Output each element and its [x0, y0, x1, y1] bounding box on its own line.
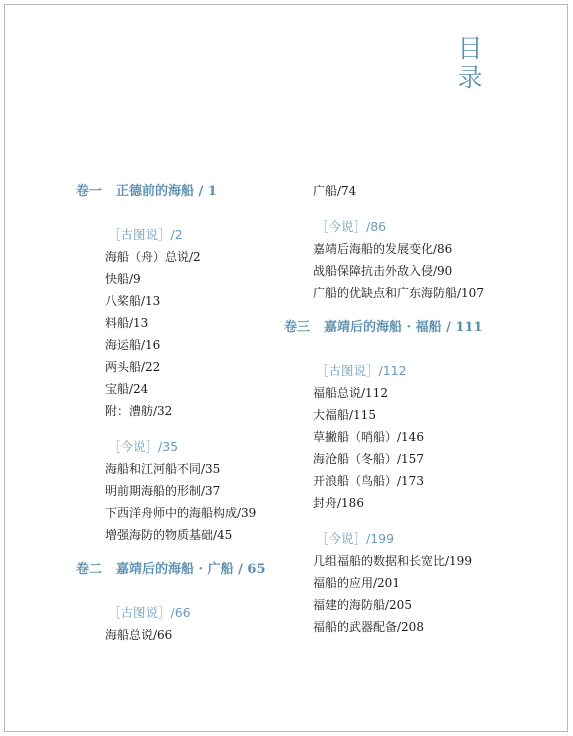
section-label[interactable]: ［古图说］/112 — [316, 363, 407, 378]
toc-entry[interactable]: 战船保障抗击外敌入侵/90 — [313, 264, 453, 278]
toc-entry[interactable]: 福船总说/112 — [313, 386, 388, 400]
volume-title: 嘉靖后的海船 · 广船 / 65 — [116, 562, 266, 577]
toc-title-char-2: 录 — [457, 63, 483, 92]
section-entries — [284, 550, 524, 638]
toc-entry[interactable]: 大福船/115 — [313, 408, 376, 422]
toc-entry[interactable]: 封舟/186 — [313, 496, 364, 510]
toc-title — [456, 34, 484, 92]
section-entries — [76, 246, 276, 422]
toc-entry[interactable]: 海沧船（冬船）/157 — [313, 452, 424, 466]
toc-entry[interactable]: 海船（舟）总说/2 — [105, 250, 201, 264]
toc-entry[interactable]: 几组福船的数据和长宽比/199 — [313, 554, 472, 568]
toc-right-column — [284, 180, 524, 638]
toc-entry[interactable]: 广船/74 — [313, 184, 357, 198]
section-entries — [284, 180, 524, 202]
toc-entry[interactable]: 快船/9 — [105, 272, 141, 286]
toc-entry[interactable]: 草撇船（哨船）/146 — [313, 430, 424, 444]
toc-entry[interactable]: 海船总说/66 — [105, 628, 173, 642]
volume-heading[interactable] — [76, 558, 276, 582]
toc-entry[interactable]: 八桨船/13 — [105, 294, 161, 308]
volume-title: 正德前的海船 / 1 — [116, 184, 217, 199]
volume-number: 卷三 — [284, 320, 311, 335]
volume-number: 卷二 — [76, 562, 103, 577]
section-label[interactable]: ［今说］/86 — [316, 219, 387, 234]
toc-entry[interactable]: 海运船/16 — [105, 338, 161, 352]
toc-entry[interactable]: 两头船/22 — [105, 360, 161, 374]
toc-entry[interactable]: 嘉靖后海船的发展变化/86 — [313, 242, 453, 256]
toc-entry[interactable]: 附：漕舫/32 — [105, 404, 173, 418]
toc-entry[interactable]: 开浪船（鸟船）/173 — [313, 474, 424, 488]
toc-entry[interactable]: 福船的武器配备/208 — [313, 620, 424, 634]
section-label[interactable]: ［今说］/199 — [316, 531, 395, 546]
volume-heading[interactable] — [284, 316, 524, 340]
toc-title-char-1: 目 — [457, 34, 483, 63]
section-entries — [76, 624, 276, 646]
volume-title: 嘉靖后的海船 · 福船 / 111 — [324, 320, 483, 335]
toc-entry[interactable]: 下西洋舟师中的海船构成/39 — [105, 506, 257, 520]
section-entries — [284, 238, 524, 304]
toc-entry[interactable]: 广船的优缺点和广东海防船/107 — [313, 286, 484, 300]
section-label[interactable]: ［古图说］/66 — [108, 605, 191, 620]
toc-entry[interactable]: 海船和江河船不同/35 — [105, 462, 221, 476]
toc-entry[interactable]: 福船的应用/201 — [313, 576, 400, 590]
section-entries — [284, 382, 524, 514]
toc-entry[interactable]: 明前期海船的形制/37 — [105, 484, 221, 498]
volume-heading[interactable] — [76, 180, 276, 204]
section-label[interactable]: ［古图说］/2 — [108, 227, 183, 242]
section-label[interactable]: ［今说］/35 — [108, 439, 179, 454]
toc-entry[interactable]: 增强海防的物质基础/45 — [105, 528, 233, 542]
toc-entry[interactable]: 福建的海防船/205 — [313, 598, 412, 612]
section-entries — [76, 458, 276, 546]
toc-left-column — [76, 180, 276, 646]
volume-number: 卷一 — [76, 184, 103, 199]
toc-entry[interactable]: 料船/13 — [105, 316, 149, 330]
toc-entry[interactable]: 宝船/24 — [105, 382, 149, 396]
